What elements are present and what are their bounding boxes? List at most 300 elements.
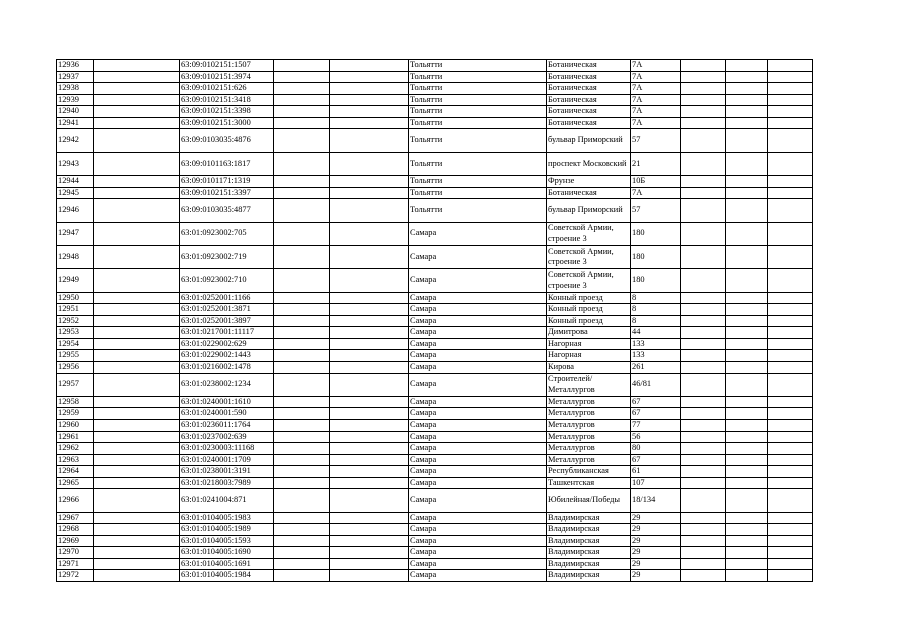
street: Ботаническая: [547, 71, 631, 83]
empty-cell: [681, 327, 726, 339]
city: Тольятти: [409, 176, 547, 188]
empty-cell: [274, 558, 330, 570]
empty-cell: [768, 454, 813, 466]
city: Тольятти: [409, 129, 547, 152]
table-row: [57, 71, 813, 83]
empty-cell: [94, 152, 180, 175]
house-number: 46/81: [631, 373, 681, 396]
empty-cell: [681, 512, 726, 524]
street: Советской Армии, строение 3: [547, 245, 631, 268]
city: Самара: [409, 489, 547, 512]
street: бульвар Приморский: [547, 199, 631, 222]
street: Нагорная: [547, 350, 631, 362]
house-number: 29: [631, 570, 681, 582]
row-number: 12962: [57, 443, 94, 455]
empty-cell: [726, 466, 768, 478]
street: бульвар Приморский: [547, 129, 631, 152]
empty-cell: [330, 362, 409, 374]
cadastral-number: 63:01:0238001:3191: [180, 466, 274, 478]
street: Строителей/Металлургов: [547, 373, 631, 396]
empty-cell: [768, 477, 813, 489]
empty-cell: [330, 304, 409, 316]
empty-cell: [681, 187, 726, 199]
empty-cell: [94, 71, 180, 83]
row-number: 12944: [57, 176, 94, 188]
table-row: [57, 512, 813, 524]
empty-cell: [274, 489, 330, 512]
empty-cell: [768, 524, 813, 536]
empty-cell: [681, 535, 726, 547]
empty-cell: [330, 94, 409, 106]
empty-cell: [330, 199, 409, 222]
row-number: 12960: [57, 420, 94, 432]
table-row: [57, 362, 813, 374]
table-row: [57, 535, 813, 547]
house-number: 29: [631, 512, 681, 524]
empty-cell: [768, 176, 813, 188]
city: Тольятти: [409, 152, 547, 175]
empty-cell: [681, 570, 726, 582]
empty-cell: [274, 373, 330, 396]
row-number: 12951: [57, 304, 94, 316]
empty-cell: [94, 245, 180, 268]
empty-cell: [681, 431, 726, 443]
empty-cell: [330, 338, 409, 350]
row-number: 12964: [57, 466, 94, 478]
empty-cell: [681, 245, 726, 268]
table-row: [57, 199, 813, 222]
street: Владимирская: [547, 558, 631, 570]
table-row: [57, 315, 813, 327]
house-number: 67: [631, 454, 681, 466]
house-number: 7А: [631, 60, 681, 72]
table-row: [57, 222, 813, 245]
empty-cell: [768, 222, 813, 245]
empty-cell: [274, 152, 330, 175]
street: Ташкентская: [547, 477, 631, 489]
empty-cell: [726, 71, 768, 83]
empty-cell: [274, 454, 330, 466]
city: Самара: [409, 304, 547, 316]
table-row: [57, 129, 813, 152]
street: Ботаническая: [547, 117, 631, 129]
empty-cell: [726, 420, 768, 432]
empty-cell: [330, 535, 409, 547]
empty-cell: [726, 304, 768, 316]
empty-cell: [274, 71, 330, 83]
city: Самара: [409, 350, 547, 362]
row-number: 12950: [57, 292, 94, 304]
empty-cell: [330, 477, 409, 489]
house-number: 77: [631, 420, 681, 432]
row-number: 12961: [57, 431, 94, 443]
empty-cell: [94, 408, 180, 420]
cadastral-number: 63:01:0104005:1983: [180, 512, 274, 524]
house-number: 8: [631, 292, 681, 304]
empty-cell: [726, 60, 768, 72]
row-number: 12963: [57, 454, 94, 466]
empty-cell: [768, 187, 813, 199]
empty-cell: [330, 152, 409, 175]
empty-cell: [274, 408, 330, 420]
city: Самара: [409, 420, 547, 432]
row-number: 12968: [57, 524, 94, 536]
empty-cell: [768, 443, 813, 455]
cadastral-number: 63:01:0923002:719: [180, 245, 274, 268]
table-row: [57, 338, 813, 350]
cadastral-number: 63:01:0252001:3897: [180, 315, 274, 327]
row-number: 12966: [57, 489, 94, 512]
table-row: [57, 396, 813, 408]
empty-cell: [94, 443, 180, 455]
cadastral-number: 63:01:0217001:11117: [180, 327, 274, 339]
empty-cell: [330, 60, 409, 72]
empty-cell: [726, 129, 768, 152]
row-number: 12943: [57, 152, 94, 175]
city: Самара: [409, 373, 547, 396]
row-number: 12957: [57, 373, 94, 396]
empty-cell: [274, 512, 330, 524]
row-number: 12947: [57, 222, 94, 245]
empty-cell: [681, 443, 726, 455]
empty-cell: [274, 535, 330, 547]
street: Владимирская: [547, 524, 631, 536]
empty-cell: [681, 83, 726, 95]
table-row: [57, 373, 813, 396]
empty-cell: [726, 327, 768, 339]
cadastral-number: 63:01:0238002:1234: [180, 373, 274, 396]
empty-cell: [726, 269, 768, 292]
city: Самара: [409, 292, 547, 304]
street: Ботаническая: [547, 60, 631, 72]
table-row: [57, 292, 813, 304]
empty-cell: [330, 129, 409, 152]
empty-cell: [94, 350, 180, 362]
cadastral-number: 63:01:0104005:1989: [180, 524, 274, 536]
table-row: [57, 420, 813, 432]
house-number: 18/134: [631, 489, 681, 512]
empty-cell: [274, 362, 330, 374]
house-number: 8: [631, 304, 681, 316]
empty-cell: [94, 129, 180, 152]
empty-cell: [681, 106, 726, 118]
empty-cell: [726, 83, 768, 95]
empty-cell: [726, 535, 768, 547]
empty-cell: [726, 558, 768, 570]
city: Самара: [409, 547, 547, 559]
empty-cell: [768, 199, 813, 222]
street: Металлургов: [547, 443, 631, 455]
table-row: [57, 304, 813, 316]
row-number: 12958: [57, 396, 94, 408]
row-number: 12967: [57, 512, 94, 524]
empty-cell: [94, 60, 180, 72]
empty-cell: [94, 304, 180, 316]
empty-cell: [94, 176, 180, 188]
empty-cell: [681, 466, 726, 478]
empty-cell: [681, 350, 726, 362]
table-row: [57, 443, 813, 455]
city: Самара: [409, 454, 547, 466]
house-number: 10Б: [631, 176, 681, 188]
empty-cell: [768, 466, 813, 478]
empty-cell: [726, 570, 768, 582]
empty-cell: [726, 94, 768, 106]
empty-cell: [330, 547, 409, 559]
empty-cell: [330, 117, 409, 129]
cadastral-number: 63:01:0252001:1166: [180, 292, 274, 304]
row-number: 12969: [57, 535, 94, 547]
house-number: 7А: [631, 94, 681, 106]
house-number: 67: [631, 408, 681, 420]
city: Самара: [409, 245, 547, 268]
street: проспект Московский: [547, 152, 631, 175]
row-number: 12942: [57, 129, 94, 152]
empty-cell: [330, 454, 409, 466]
empty-cell: [768, 71, 813, 83]
table-row: [57, 408, 813, 420]
street: Владимирская: [547, 570, 631, 582]
empty-cell: [274, 350, 330, 362]
empty-cell: [768, 396, 813, 408]
empty-cell: [768, 129, 813, 152]
empty-cell: [768, 512, 813, 524]
table-row: [57, 327, 813, 339]
empty-cell: [726, 443, 768, 455]
empty-cell: [768, 431, 813, 443]
city: Самара: [409, 315, 547, 327]
row-number: 12938: [57, 83, 94, 95]
row-number: 12946: [57, 199, 94, 222]
street: Кирова: [547, 362, 631, 374]
empty-cell: [768, 83, 813, 95]
empty-cell: [94, 292, 180, 304]
street: Ботаническая: [547, 83, 631, 95]
empty-cell: [94, 199, 180, 222]
city: Самара: [409, 327, 547, 339]
empty-cell: [681, 94, 726, 106]
city: Тольятти: [409, 117, 547, 129]
row-number: 12959: [57, 408, 94, 420]
empty-cell: [768, 94, 813, 106]
cadastral-number: 63:01:0240001:1709: [180, 454, 274, 466]
empty-cell: [330, 431, 409, 443]
empty-cell: [768, 269, 813, 292]
street: Металлургов: [547, 431, 631, 443]
house-number: 180: [631, 245, 681, 268]
empty-cell: [768, 338, 813, 350]
cadastral-number: 63:01:0252001:3871: [180, 304, 274, 316]
empty-cell: [768, 245, 813, 268]
table-row: [57, 547, 813, 559]
table-row: [57, 106, 813, 118]
table-row: [57, 187, 813, 199]
street: Советской Армии, строение 3: [547, 269, 631, 292]
empty-cell: [330, 558, 409, 570]
empty-cell: [768, 420, 813, 432]
empty-cell: [94, 117, 180, 129]
empty-cell: [681, 338, 726, 350]
empty-cell: [274, 315, 330, 327]
empty-cell: [94, 535, 180, 547]
row-number: 12972: [57, 570, 94, 582]
cadastral-number: 63:09:0101163:1817: [180, 152, 274, 175]
street: Нагорная: [547, 338, 631, 350]
empty-cell: [726, 315, 768, 327]
house-number: 61: [631, 466, 681, 478]
house-number: 29: [631, 558, 681, 570]
cadastral-number: 63:09:0102151:3000: [180, 117, 274, 129]
cadastral-number: 63:01:0104005:1690: [180, 547, 274, 559]
empty-cell: [274, 396, 330, 408]
row-number: 12954: [57, 338, 94, 350]
cadastral-number: 63:01:0104005:1593: [180, 535, 274, 547]
row-number: 12936: [57, 60, 94, 72]
empty-cell: [330, 443, 409, 455]
empty-cell: [330, 176, 409, 188]
empty-cell: [768, 60, 813, 72]
empty-cell: [330, 315, 409, 327]
empty-cell: [330, 292, 409, 304]
empty-cell: [330, 408, 409, 420]
empty-cell: [726, 350, 768, 362]
street: Республиканская: [547, 466, 631, 478]
empty-cell: [681, 408, 726, 420]
empty-cell: [274, 199, 330, 222]
city: Самара: [409, 222, 547, 245]
house-number: 29: [631, 524, 681, 536]
street: Металлургов: [547, 420, 631, 432]
cadastral-number: 63:09:0102151:3398: [180, 106, 274, 118]
empty-cell: [274, 304, 330, 316]
cadastral-number: 63:01:0104005:1691: [180, 558, 274, 570]
city: Самара: [409, 558, 547, 570]
empty-cell: [94, 362, 180, 374]
empty-cell: [274, 443, 330, 455]
empty-cell: [726, 292, 768, 304]
empty-cell: [726, 117, 768, 129]
cadastral-number: 63:01:0229002:629: [180, 338, 274, 350]
table-row: [57, 477, 813, 489]
row-number: 12948: [57, 245, 94, 268]
empty-cell: [681, 362, 726, 374]
empty-cell: [681, 524, 726, 536]
empty-cell: [94, 106, 180, 118]
empty-cell: [94, 327, 180, 339]
cadastral-number: 63:09:0103035:4876: [180, 129, 274, 152]
empty-cell: [726, 524, 768, 536]
city: Самара: [409, 443, 547, 455]
empty-cell: [726, 199, 768, 222]
empty-cell: [94, 338, 180, 350]
empty-cell: [726, 431, 768, 443]
empty-cell: [274, 431, 330, 443]
empty-cell: [726, 396, 768, 408]
row-number: 12949: [57, 269, 94, 292]
cadastral-number: 63:01:0229002:1443: [180, 350, 274, 362]
row-number: 12965: [57, 477, 94, 489]
street: Конный проезд: [547, 304, 631, 316]
empty-cell: [681, 176, 726, 188]
empty-cell: [274, 106, 330, 118]
empty-cell: [330, 570, 409, 582]
empty-cell: [726, 152, 768, 175]
cadastral-number: 63:01:0236011:1764: [180, 420, 274, 432]
empty-cell: [94, 489, 180, 512]
empty-cell: [94, 187, 180, 199]
row-number: 12956: [57, 362, 94, 374]
empty-cell: [726, 338, 768, 350]
table-row: [57, 245, 813, 268]
empty-cell: [274, 117, 330, 129]
city: Самара: [409, 535, 547, 547]
city: Самара: [409, 408, 547, 420]
empty-cell: [726, 408, 768, 420]
empty-cell: [768, 304, 813, 316]
empty-cell: [681, 152, 726, 175]
empty-cell: [726, 106, 768, 118]
table-row: [57, 570, 813, 582]
house-number: 7А: [631, 106, 681, 118]
empty-cell: [681, 373, 726, 396]
row-number: 12970: [57, 547, 94, 559]
empty-cell: [726, 362, 768, 374]
street: Металлургов: [547, 454, 631, 466]
empty-cell: [726, 454, 768, 466]
house-number: 7А: [631, 71, 681, 83]
cadastral-number: 63:01:0923002:705: [180, 222, 274, 245]
empty-cell: [768, 152, 813, 175]
house-number: 107: [631, 477, 681, 489]
empty-cell: [330, 396, 409, 408]
city: Тольятти: [409, 60, 547, 72]
empty-cell: [330, 350, 409, 362]
table-row: [57, 431, 813, 443]
city: Тольятти: [409, 71, 547, 83]
empty-cell: [274, 129, 330, 152]
city: Тольятти: [409, 106, 547, 118]
empty-cell: [94, 315, 180, 327]
empty-cell: [274, 60, 330, 72]
cadastral-number: 63:01:0240001:590: [180, 408, 274, 420]
house-number: 57: [631, 199, 681, 222]
cadastral-number: 63:09:0102151:3418: [180, 94, 274, 106]
empty-cell: [94, 524, 180, 536]
cadastral-number: 63:01:0923002:710: [180, 269, 274, 292]
empty-cell: [274, 83, 330, 95]
empty-cell: [768, 558, 813, 570]
house-number: 57: [631, 129, 681, 152]
empty-cell: [681, 547, 726, 559]
empty-cell: [681, 199, 726, 222]
empty-cell: [768, 547, 813, 559]
street: Юбилейная/Победы: [547, 489, 631, 512]
cadastral-number: 63:01:0230003:11168: [180, 443, 274, 455]
empty-cell: [94, 94, 180, 106]
empty-cell: [768, 327, 813, 339]
city: Тольятти: [409, 94, 547, 106]
street: Металлургов: [547, 396, 631, 408]
empty-cell: [330, 512, 409, 524]
empty-cell: [726, 512, 768, 524]
empty-cell: [726, 176, 768, 188]
empty-cell: [274, 570, 330, 582]
empty-cell: [681, 60, 726, 72]
empty-cell: [681, 454, 726, 466]
empty-cell: [330, 83, 409, 95]
empty-cell: [330, 489, 409, 512]
empty-cell: [274, 292, 330, 304]
